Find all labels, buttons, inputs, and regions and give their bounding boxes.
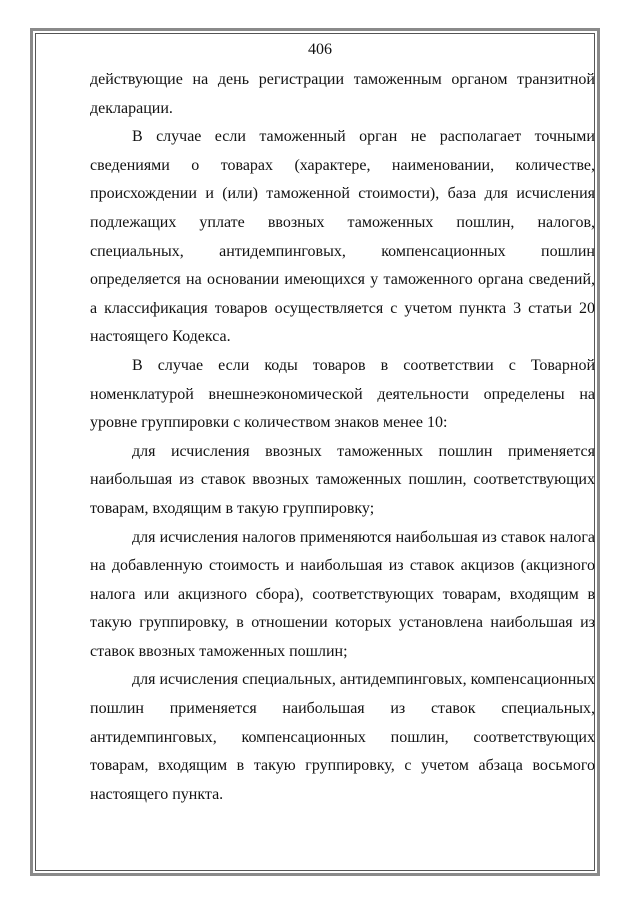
document-body (90, 66, 595, 809)
paragraph-special-duties: для исчисления специальных, антидемпинговых, компенсационных пошлин применяется наибольшая из ставок специальных, антидемпинговых, компенсационных пошлин, соответствующих товарам, входящим в такую группировку, с учетом абзаца восьмого настоящего пункта. (90, 671, 595, 803)
paragraph-taxes: для исчисления налогов применяются наибольшая из ставок налога на добавленную стоимость и наибольшая из ставок акцизов (акцизного налога или акцизного сбора), соответствующих товарам, входящим в такую группировку, в отношении которых установлена наибольшая из ставок ввозных таможенных пошлин; (90, 528, 595, 660)
paragraph-grouping-codes: В случае если коды товаров в соответствии с Товарной номенклатурой внешнеэкономической деятельности определены на уровне группировки с количеством знаков менее 10: (90, 356, 595, 432)
page-number: 406 (308, 41, 332, 58)
paragraph-inaccurate-info: В случае если таможенный орган не располагает точными сведениями о товарах (характере, наименовании, количестве, происхождении и (или) таможенной стоимости), база для исчисления подлежащих уплате ввозных таможенных пошлин, налогов, специальных, антидемпинговых, компенсационных пошлин определяется на основании имеющихся у таможенного органа сведений, а классификация товаров осуществляется с учетом пункта 3 статьи 20 настоящего Кодекса. (90, 128, 595, 346)
paragraph-import-duties: для исчисления ввозных таможенных пошлин применяется наибольшая из ставок ввозных таможенных пошлин, соответствующих товарам, входящим в такую группировку; (90, 442, 595, 517)
paragraph-continuation: действующие на день регистрации таможенным органом транзитной декларации. (90, 71, 595, 117)
